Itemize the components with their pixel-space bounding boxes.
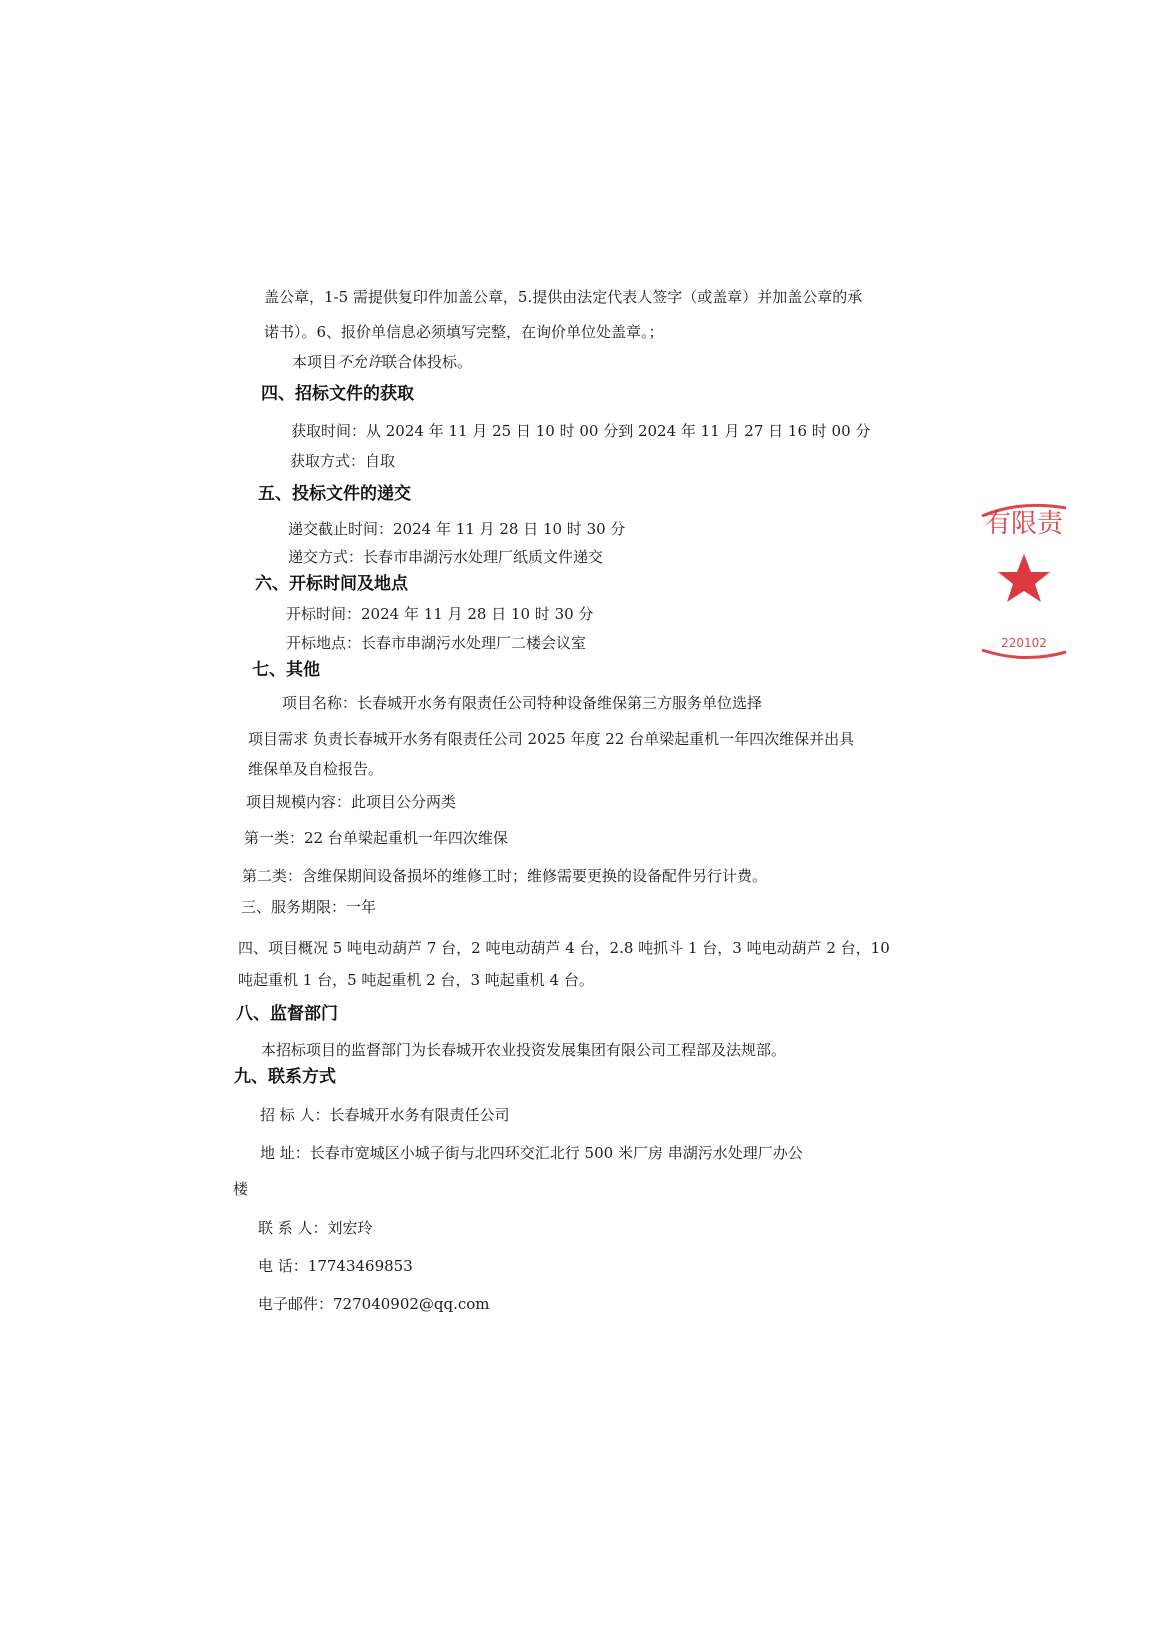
phone-row	[258, 1256, 413, 1276]
obtain-method: 获取方式：自取	[290, 452, 396, 470]
phone-value: 17743469853	[307, 1257, 413, 1275]
obtain-time: 获取时间：从 2024 年 11 月 25 日 10 时 00 分到 2024 年 11 月 27 日 16 时 00 分	[291, 422, 871, 440]
project-need-line1: 项目需求 负责长春城开水务有限责任公司 2025 年度 22 台单梁起重机一年四次维保并出具	[248, 730, 855, 748]
para-seal-requirement-line1: 盖公章，1-5 需提供复印件加盖公章，5.提供由法定代表人签字（或盖章）并加盖公章的承	[264, 288, 863, 306]
submit-deadline: 递交截止时间：2024 年 11 月 28 日 10 时 30 分	[288, 520, 626, 538]
tenderer-label: 招 标 人：	[260, 1106, 330, 1124]
address-label: 地 址：	[260, 1144, 310, 1162]
phone-label: 电 话：	[258, 1257, 308, 1275]
category-2: 第二类：含维保期间设备损坏的维修工时；维修需要更换的设备配件另行计费。	[242, 867, 768, 885]
heading-section-9: 九、联系方式	[234, 1067, 336, 1087]
project-overview-line2: 吨起重机 1 台，5 吨起重机 2 台，3 吨起重机 4 台。	[238, 971, 594, 989]
email-label: 电子邮件：	[258, 1295, 334, 1313]
para-seal-requirement-line2: 诺书）。6、报价单信息必须填写完整，在询价单位处盖章。；	[264, 323, 664, 341]
heading-section-8: 八、监督部门	[236, 1004, 338, 1024]
company-seal	[980, 502, 1068, 692]
address-row	[260, 1143, 803, 1163]
tenderer-value: 长春城开水务有限责任公司	[329, 1106, 510, 1124]
heading-section-6: 六、开标时间及地点	[255, 574, 408, 594]
supervision-text: 本招标项目的监督部门为长春城开农业投资发展集团有限公司工程部及法规部。	[261, 1041, 787, 1059]
heading-section-5: 五、投标文件的递交	[258, 484, 411, 504]
contact-label: 联 系 人：	[258, 1219, 328, 1237]
heading-section-7: 七、其他	[252, 660, 320, 680]
para-consortium	[292, 352, 472, 372]
consortium-not-allowed: 不允许	[337, 353, 383, 371]
seal-text-top: 有限责	[984, 509, 1064, 539]
project-need-line2: 维保单及自检报告。	[248, 760, 384, 778]
address-value: 长春市宽城区小城子街与北四环交汇北行 500 米厂房 串湖污水处理厂办公	[309, 1144, 803, 1162]
contact-row	[258, 1218, 373, 1238]
opening-time: 开标时间：2024 年 11 月 28 日 10 时 30 分	[286, 605, 594, 623]
email-row	[258, 1294, 490, 1314]
project-scale: 项目规模内容：此项目公分两类	[246, 793, 457, 811]
address-line2: 楼	[233, 1180, 249, 1198]
heading-section-4: 四、招标文件的获取	[261, 384, 414, 404]
consortium-prefix: 本项目	[292, 353, 338, 371]
tenderer-row	[260, 1105, 510, 1125]
contact-value: 刘宏玲	[327, 1219, 373, 1237]
project-overview-line1: 四、项目概况 5 吨电动葫芦 7 台，2 吨电动葫芦 4 台，2.8 吨抓斗 1 台，3 吨电动葫芦 2 台，10	[238, 939, 890, 957]
seal-text-bottom: 220102	[1001, 636, 1047, 650]
consortium-suffix: 联合体投标。	[382, 353, 473, 371]
submit-method: 递交方式：长春市串湖污水处理厂纸质文件递交	[288, 548, 604, 566]
seal-star-icon	[998, 554, 1050, 602]
service-period: 三、服务期限：一年	[241, 898, 377, 916]
project-name: 项目名称：长春城开水务有限责任公司特种设备维保第三方服务单位选择	[282, 694, 763, 712]
email-value: 727040902@qq.com	[333, 1295, 490, 1313]
opening-place: 开标地点：长春市串湖污水处理厂二楼会议室	[286, 634, 587, 652]
category-1: 第一类：22 台单梁起重机一年四次维保	[244, 829, 508, 847]
